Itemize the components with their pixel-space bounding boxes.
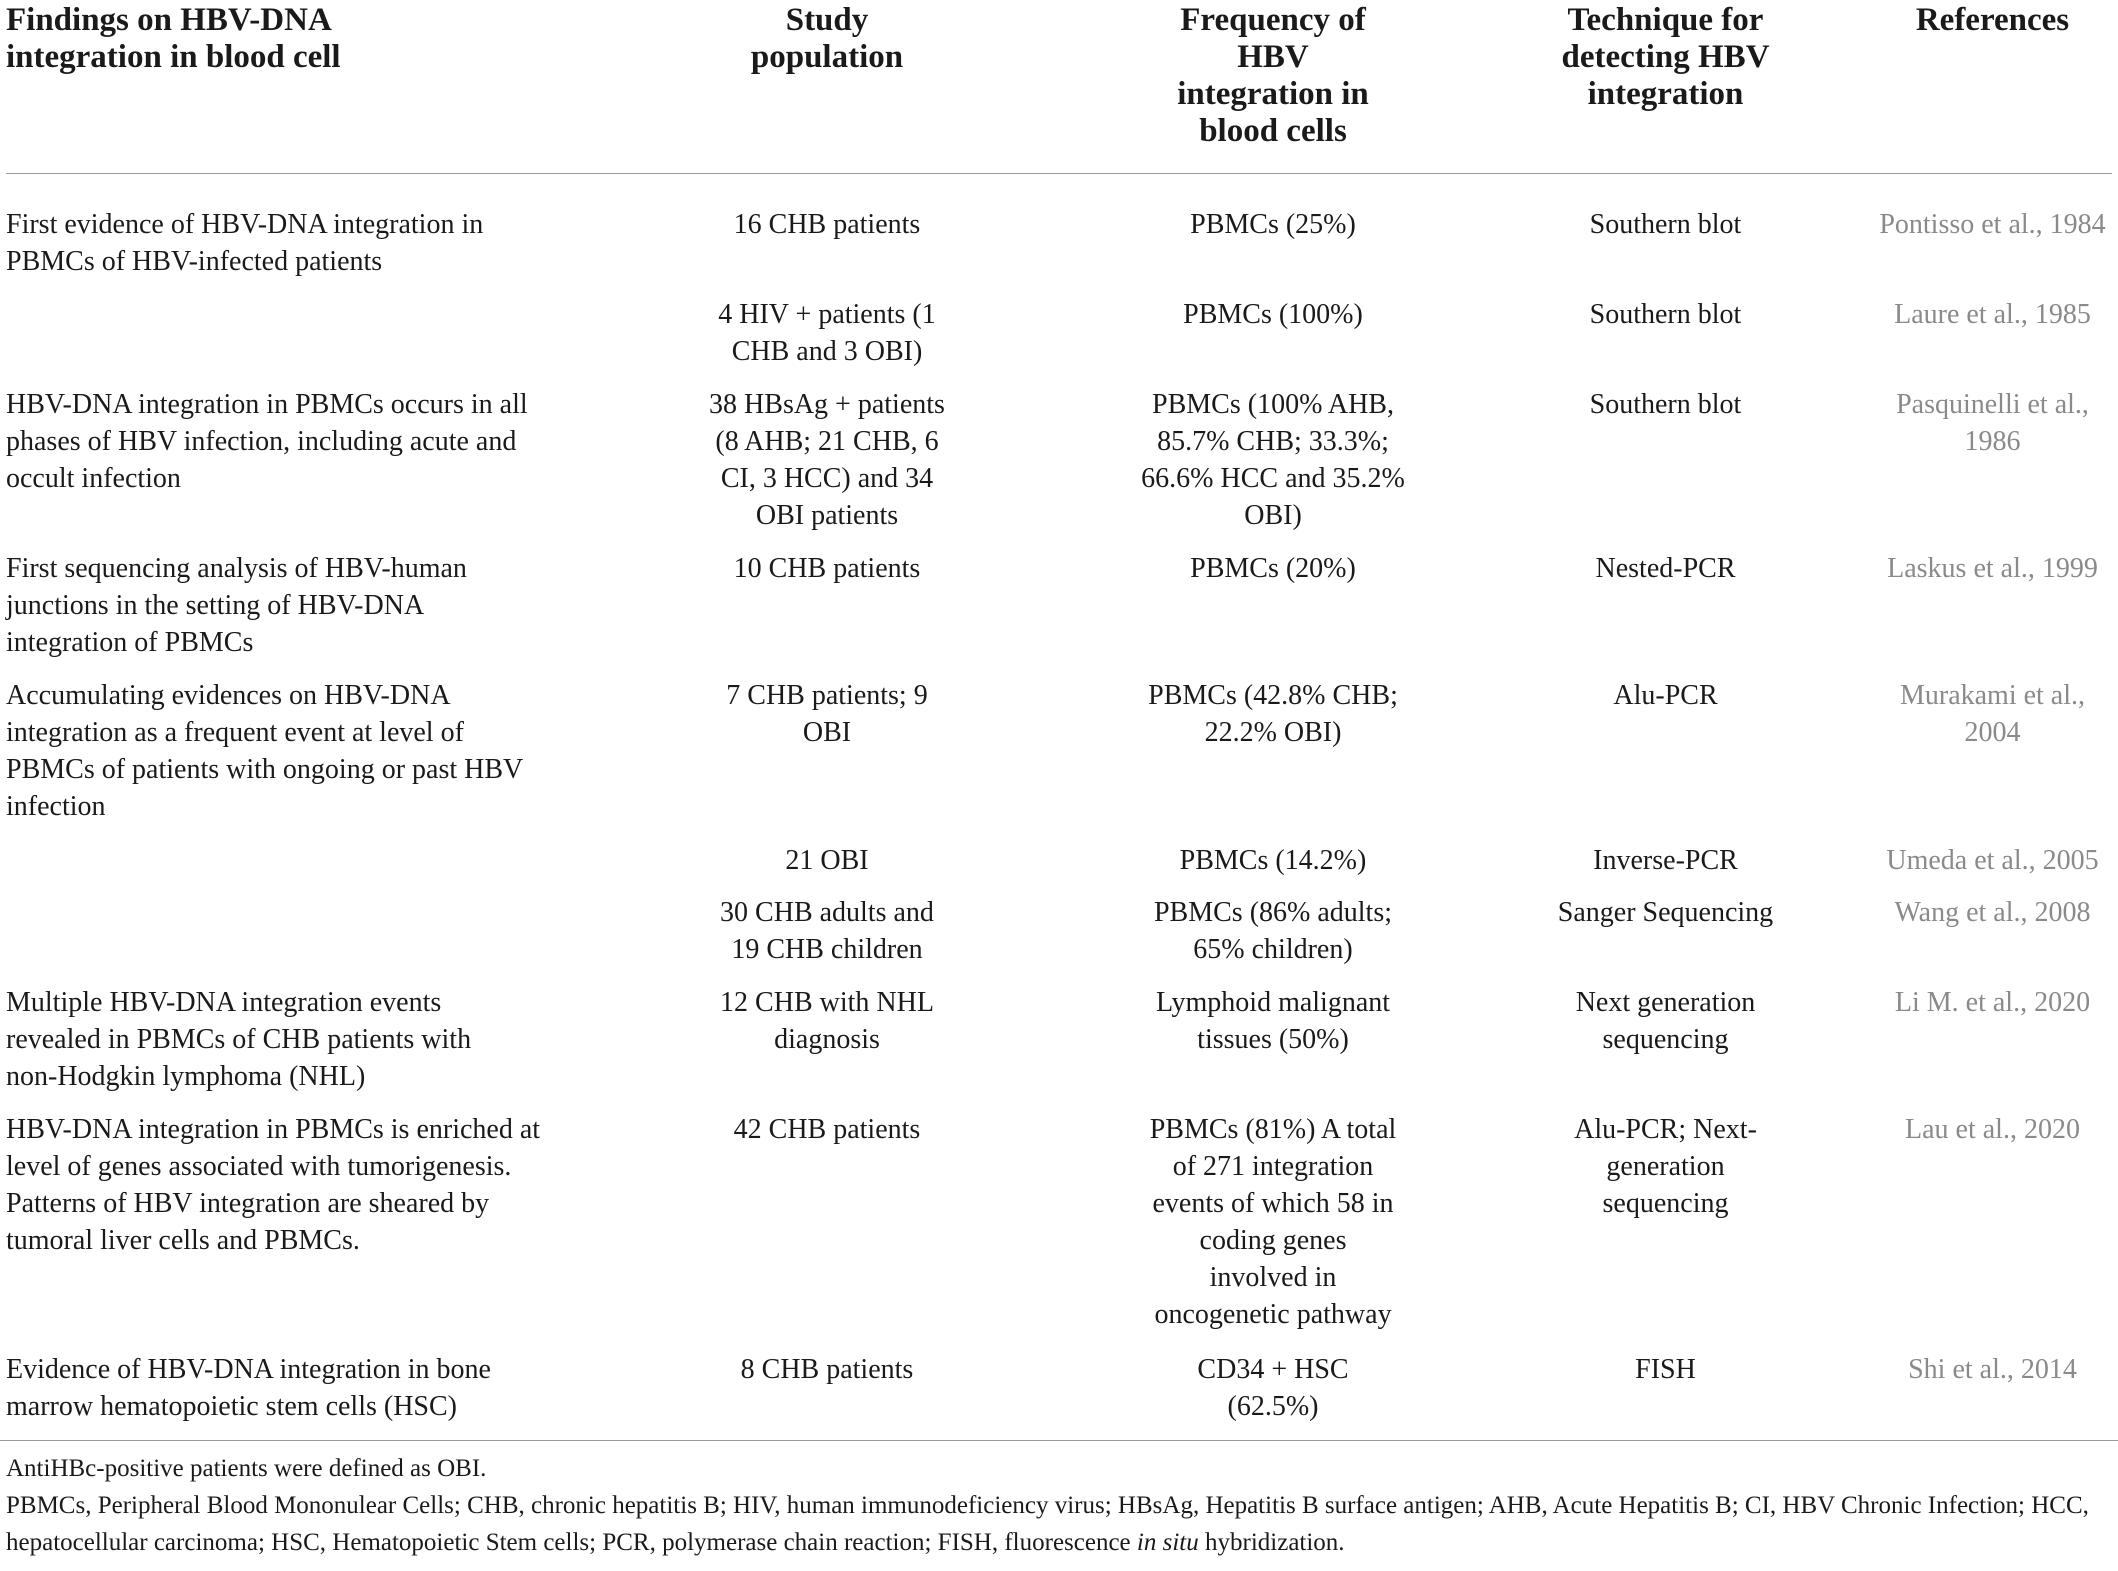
footnote-obi: AntiHBc-positive patients were defined as OBI.	[6, 1455, 487, 1482]
technique-cell: FISH	[1635, 1354, 1696, 1385]
frequency-cell: PBMCs (20%)	[1190, 553, 1356, 584]
reference-cell: Laskus et al., 1999	[1887, 553, 2098, 584]
table-row	[6, 1111, 2112, 1351]
table-row	[6, 677, 2112, 842]
frequency-cell: PBMCs (42.8% CHB; 22.2% OBI)	[1148, 680, 1398, 748]
table-row	[6, 984, 2112, 1111]
abbreviations-italic: in situ	[1136, 1529, 1199, 1556]
table-row	[6, 206, 2112, 296]
frequency-cell: PBMCs (14.2%)	[1179, 845, 1367, 876]
footer-divider	[0, 1440, 2118, 1441]
spacer-row	[6, 174, 2112, 207]
finding-cell: Accumulating evidences on HBV-DNA integration as a frequent event at level of PBMCs of patients with ongoing or past HBV infection	[6, 680, 523, 822]
population-cell: 16 CHB patients	[733, 209, 921, 240]
reference-cell: Laure et al., 1985	[1894, 299, 2091, 330]
frequency-cell: Lymphoid malignant tissues (50%)	[1155, 987, 1391, 1055]
frequency-cell: PBMCs (86% adults; 65% children)	[1153, 897, 1393, 965]
footnote-abbreviations	[6, 1487, 2112, 1561]
frequency-cell: CD34 + HSC (62.5%)	[1197, 1354, 1349, 1422]
header-references: References	[1873, 0, 2112, 174]
population-cell: 21 OBI	[785, 845, 869, 876]
header-findings: Findings on HBV-DNA integration in blood cell	[6, 0, 566, 174]
table-row	[6, 842, 2112, 894]
table-header	[6, 0, 2112, 174]
table-body	[6, 174, 2112, 1442]
table-row	[6, 550, 2112, 677]
reference-cell: Murakami et al., 2004	[1899, 680, 2086, 748]
technique-cell: Alu-PCR	[1613, 680, 1718, 711]
table-row	[6, 386, 2112, 550]
header-population: Study population	[566, 0, 1088, 174]
finding-cell: Multiple HBV-DNA integration events revealed in PBMCs of CHB patients with non-Hodgkin lymphoma (NHL)	[6, 987, 472, 1092]
finding-cell	[6, 894, 566, 984]
frequency-cell: PBMCs (100%)	[1183, 299, 1363, 330]
population-cell: 42 CHB patients	[733, 1114, 921, 1145]
technique-cell: Alu-PCR; Next-generation sequencing	[1574, 1114, 1757, 1219]
header-technique: Technique for detecting HBV integration	[1458, 0, 1873, 174]
technique-cell: Southern blot	[1589, 209, 1742, 240]
reference-cell: Pontisso et al., 1984	[1879, 209, 2106, 240]
population-cell: 8 CHB patients	[740, 1354, 914, 1385]
frequency-cell: PBMCs (25%)	[1190, 209, 1356, 240]
reference-cell: Shi et al., 2014	[1908, 1354, 2077, 1385]
finding-cell: HBV-DNA integration in PBMCs is enriched at level of genes associated with tumorigenesis. Patterns of HBV integration are sheared by tumoral liver cells and PBMCs.	[6, 1114, 541, 1256]
table-row	[6, 1351, 2112, 1441]
technique-cell: Southern blot	[1589, 299, 1742, 330]
table-footnotes	[6, 1450, 2112, 1561]
table-row	[6, 296, 2112, 386]
population-cell: 10 CHB patients	[733, 553, 921, 584]
population-cell: 38 HBsAg + patients (8 AHB; 21 CHB, 6 CI, 3 HCC) and 34 OBI patients	[709, 389, 945, 531]
frequency-cell: PBMCs (100% AHB, 85.7% CHB; 33.3%; 66.6% HCC and 35.2% OBI)	[1141, 389, 1405, 531]
reference-cell: Pasquinelli et al., 1986	[1896, 389, 2089, 457]
reference-cell: Wang et al., 2008	[1894, 897, 2091, 928]
abbreviations-tail: hybridization.	[1198, 1529, 1345, 1556]
frequency-cell: PBMCs (81%) A total of 271 integration events of which 58 in coding genes involved in oncogenetic pathway	[1149, 1114, 1397, 1330]
population-cell: 30 CHB adults and 19 CHB children	[720, 897, 934, 965]
technique-cell: Nested-PCR	[1595, 553, 1736, 584]
table-row	[6, 894, 2112, 984]
header-frequency: Frequency of HBV integration in blood cells	[1088, 0, 1458, 174]
population-cell: 7 CHB patients; 9 OBI	[726, 680, 928, 748]
technique-cell: Inverse-PCR	[1593, 845, 1738, 876]
header-row	[6, 0, 2112, 174]
finding-cell: HBV-DNA integration in PBMCs occurs in all phases of HBV infection, including acute and occult infection	[6, 389, 528, 494]
finding-cell	[6, 296, 566, 386]
technique-cell: Next generation sequencing	[1575, 987, 1756, 1055]
technique-cell: Sanger Sequencing	[1557, 897, 1774, 928]
finding-cell: Evidence of HBV-DNA integration in bone marrow hematopoietic stem cells (HSC)	[6, 1354, 491, 1422]
finding-cell: First evidence of HBV-DNA integration in PBMCs of HBV-infected patients	[6, 209, 484, 277]
population-cell: 12 CHB with NHL diagnosis	[720, 987, 934, 1055]
finding-cell	[6, 842, 566, 894]
population-cell: 4 HIV + patients (1 CHB and 3 OBI)	[718, 299, 936, 367]
reference-cell: Umeda et al., 2005	[1886, 845, 2099, 876]
finding-cell: First sequencing analysis of HBV-human junctions in the setting of HBV-DNA integration of PBMCs	[6, 553, 467, 658]
technique-cell: Southern blot	[1589, 389, 1742, 420]
reference-cell: Lau et al., 2020	[1905, 1114, 2080, 1145]
abbreviations-text: PBMCs, Peripheral Blood Mononulear Cells; CHB, chronic hepatitis B; HIV, human immunodeficiency virus; HBsAg, Hepatitis B surface antigen; AHB, Acute Hepatitis B; CI, HBV Chronic Infection; HCC, hepatocellular carcinoma; HSC, Hematopoietic Stem cells; PCR, polymerase chain reaction; FISH, fluorescence	[6, 1492, 2089, 1556]
reference-cell: Li M. et al., 2020	[1894, 987, 2091, 1018]
hbv-integration-table	[6, 0, 2112, 1441]
